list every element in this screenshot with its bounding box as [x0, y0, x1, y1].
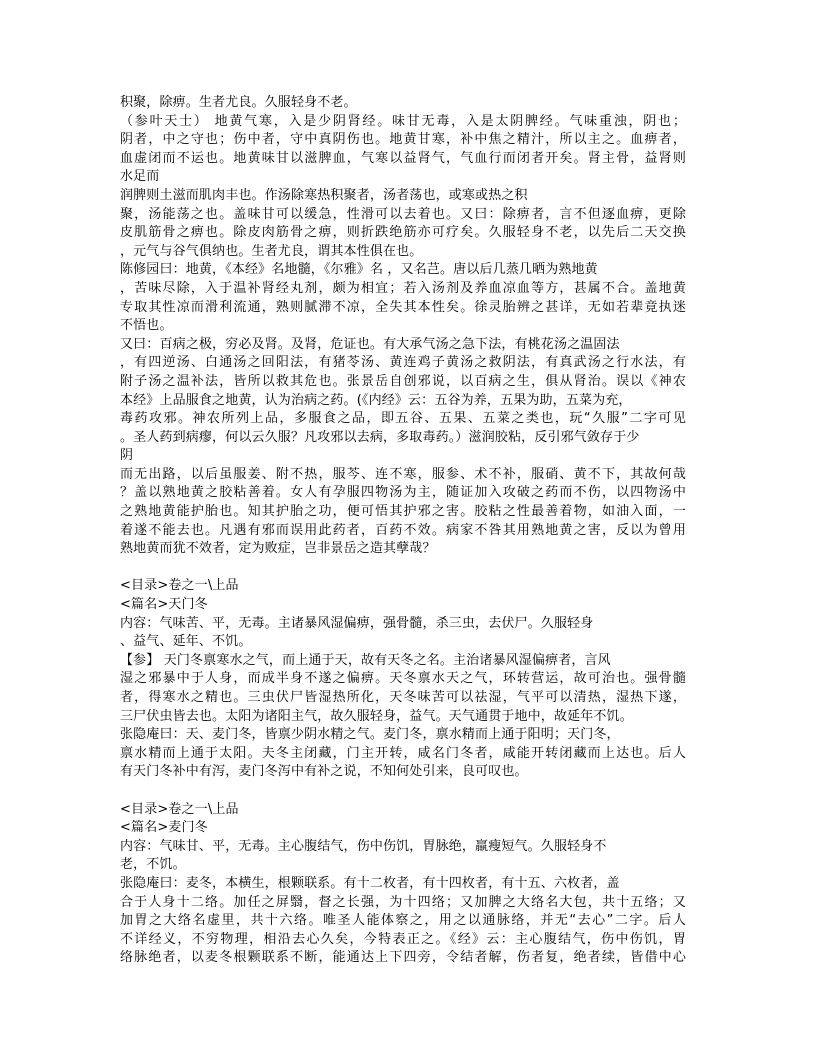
text-line: 有天门冬补中有泻，麦门冬泻中有补之说，不知何处引来，良可叹也。 [120, 764, 528, 780]
text-line: 熟地黄而犹不效者，定为败症，岂非景岳之造其孽哉？ [120, 541, 436, 557]
text-line: 血虚闭而不运也。地黄味甘以滋脾血，气寒以益肾气，气血行而闭者开矣。肾主骨，益肾则 [120, 150, 686, 166]
text-line: 陈修园曰：地黄，《本经》名地髓，《尔雅》名 ，又名芑。唐以后几蒸几晒为熟地黄 [120, 262, 598, 278]
text-line: 合于人身十二络。加任之屏翳，督之长强，为十四络；又加脾之大络名大包，共十五络；又 [120, 894, 686, 910]
text-line: 禀水精而上通于太阳。夫冬主闭藏，门主开转，咸名门冬者，咸能开转闭藏而上达也。后人 [120, 745, 686, 761]
text-line: 本经》上品服食之地黄，认为治病之药。(《内经》云：五谷为养，五果为助，五菜为充， [120, 392, 632, 408]
text-line: 润脾则土滋而肌肉丰也。作汤除寒热积聚者，汤者荡也，或寒或热之积 [120, 187, 528, 203]
text-line: <目录>卷之一\上品 [120, 578, 239, 594]
text-line: 附子汤之温补法，皆所以救其危也。张景岳自创邪说，以百病之生，俱从肾治。误以《神农 [120, 373, 686, 389]
text-line: 。圣人药到病瘳，何以云久服？凡攻邪以去病，多取毒药。）滋润胶粘，反引邪气敛存于少 [120, 429, 640, 445]
text-line: 毒药攻邪。神农所列上品，多服食之品，即五谷、五果、五菜之类也，玩“久服”二字可见 [120, 411, 686, 427]
text-line: ，元气与谷气俱纳也。生者尤良，谓其本性俱在也。 [120, 243, 423, 259]
text-line: 阴 [120, 448, 134, 464]
text-line: <篇名>麦门冬 [120, 820, 208, 836]
document-body [120, 94, 686, 968]
text-line: 老，不饥。 [120, 857, 186, 873]
text-line: ，有四逆汤、白通汤之回阳法，有猪苓汤、黄连鸡子黄汤之救阴法，有真武汤之行水法，有 [120, 355, 686, 371]
text-line: 聚，汤能荡之也。盖味甘可以缓急，性滑可以去着也。又曰：除痹者，言不但逐血痹，更除 [120, 206, 686, 222]
text-line: 张隐庵曰：麦冬，本横生，根颗联系。有十二枚者，有十四枚者，有十五、六枚者，盖 [120, 875, 620, 891]
text-line: 三尸伏虫皆去也。太阳为诸阳主气，故久服轻身，益气。天气通贯于地中，故延年不饥。 [120, 708, 633, 724]
text-line: 湿之邪暴中于人身，而成半身不遂之偏痹。天冬禀水天之气，环转营运，故可治也。强骨髓 [120, 671, 686, 687]
text-line: 皮肌筋骨之痹也。除皮肉筋骨之痹，则折跌绝筋亦可疗矣。久服轻身不老，以先后二天交换 [120, 225, 686, 241]
section-gap [120, 559, 686, 578]
text-line: 加胃之大络名虚里，共十六络。唯圣人能体察之，用之以通脉络，并无“去心”二字。后人 [120, 913, 686, 929]
text-line: <目录>卷之一\上品 [120, 801, 239, 817]
text-line: 张隐庵曰：天、麦门冬，皆禀少阴水精之气。麦门冬，禀水精而上通于阳明；天门冬， [120, 727, 620, 743]
text-line: 水足而 [120, 169, 160, 185]
text-line: 络脉绝者，以麦冬根颗联系不断，能通达上下四旁，令结者解，伤者复，绝者续，皆借中心 [120, 950, 686, 966]
text-line: 又曰：百病之极，穷必及肾。及肾，危证也。有大承气汤之急下法，有桃花汤之温固法 [120, 336, 620, 352]
text-line: 着遂不能去也。凡遇有邪而误用此药者，百药不效。病家不咎其用熟地黄之害，反以为曾用 [120, 522, 686, 538]
text-line: ？盖以熟地黄之胶粘善着。女人有孕服四物汤为主，随证加入攻破之药而不伤，以四物汤中 [120, 485, 686, 501]
text-line: 、益气、延年、不饥。 [120, 634, 252, 650]
text-line: 内容：气味苦、平，无毒。主诸暴风湿偏痹，强骨髓，杀三虫，去伏尸。久服轻身 [120, 615, 594, 631]
text-line: 内容：气味甘、平，无毒。主心腹结气，伤中伤饥，胃脉绝，羸瘦短气。久服轻身不 [120, 838, 607, 854]
text-line: 而无出路，以后虽服姜、附不热，服芩、连不寒，服参、术不补，服硝、黄不下，其故何哉 [120, 466, 686, 482]
text-line: （参叶天士） 地黄气寒，入是少阴肾经。味甘无毒，入是太阴脾经。气味重浊，阴也； [120, 113, 686, 129]
section-gap [120, 782, 686, 801]
text-line: 专取其性凉而滑利流通，熟则腻滞不凉，全失其本性矣。徐灵胎辨之甚详，无如若辈竟执迷 [120, 299, 686, 315]
text-line: <篇名>天门冬 [120, 597, 208, 613]
text-line: 不悟也。 [120, 318, 173, 334]
text-line: 阴者，中之守也；伤中者，守中真阴伤也。地黄甘寒，补中焦之精汁，所以主之。血痹者， [120, 132, 686, 148]
text-line: ，苦味尽除，入于温补肾经丸剂，颇为相宜；若入汤剂及养血凉血等方，甚属不合。盖地黄 [120, 280, 686, 296]
text-line: 者，得寒水之精也。三虫伏尸皆湿热所化，天冬味苦可以祛湿，气平可以清热，湿热下遂， [120, 690, 686, 705]
text-line: 【参】 天门冬禀寒水之气，而上通于天，故有天冬之名。主治诸暴风湿偏痹者，言风 [120, 652, 611, 668]
text-line: 之熟地黄能护胎也。知其护胎之功，便可悟其护邪之害。胶粘之性最善着物，如油入面，一 [120, 504, 686, 520]
text-line: 不详经义，不穷物理，相沿去心久矣，今特表正之。《经》云：主心腹结气，伤中伤饥，胃 [120, 931, 686, 947]
text-line: 积聚，除痹。生者尤良。久服轻身不老。 [120, 95, 357, 110]
